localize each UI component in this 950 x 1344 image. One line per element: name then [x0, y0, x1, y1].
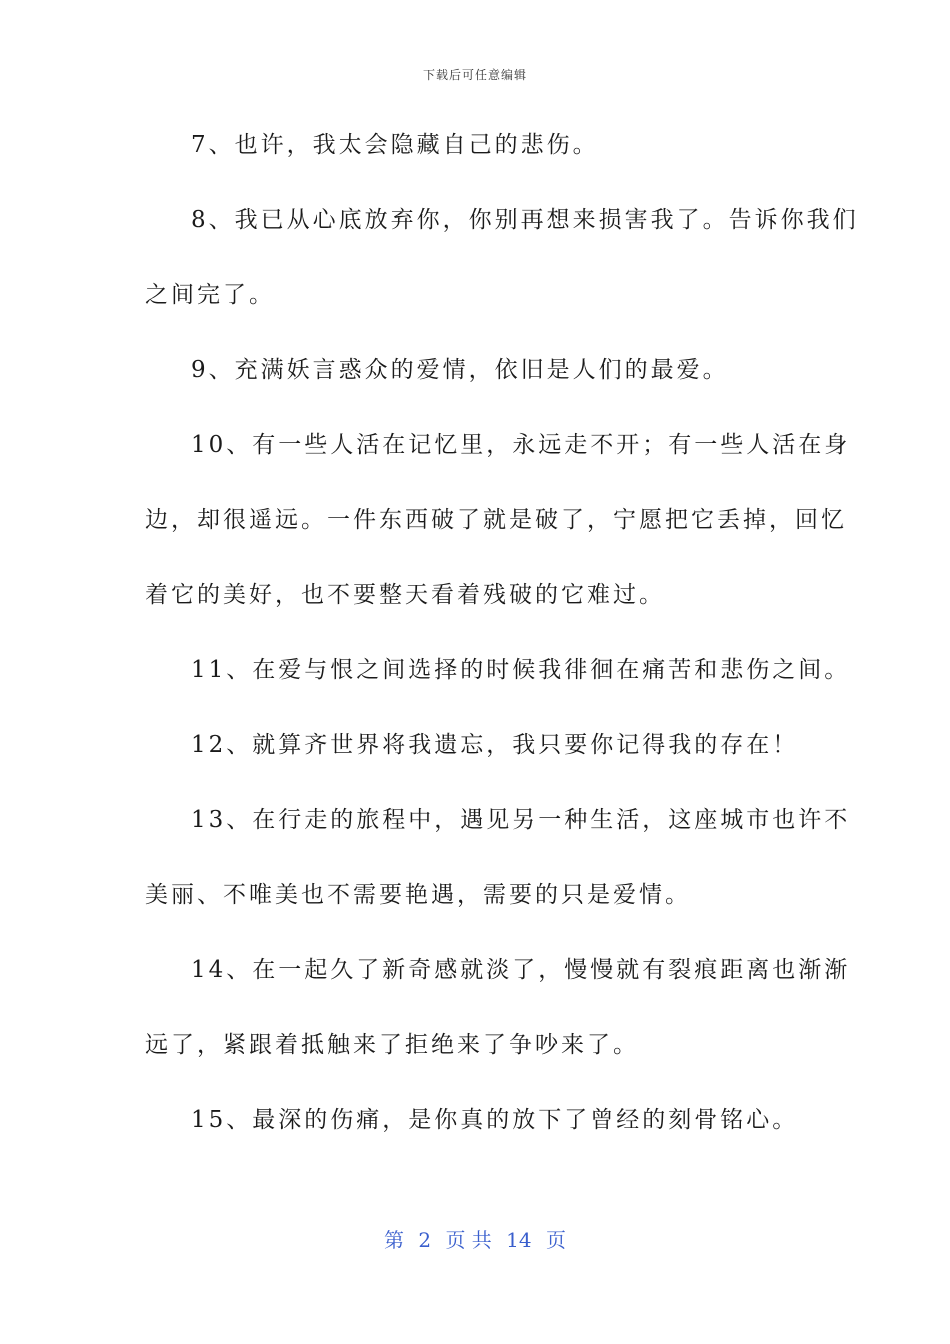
footer-total-pages: 14 — [506, 1228, 532, 1252]
header-note: 下载后可任意编辑 — [422, 68, 527, 82]
footer-current-page: 2 — [418, 1228, 432, 1252]
text-line: 7、也许，我太会隐藏自己的悲伤。 — [191, 132, 599, 158]
text-line: 远了，紧跟着抵触来了拒绝来了争吵来了。 — [145, 1032, 639, 1058]
text-line: 着它的美好，也不要整天看着残破的它难过。 — [145, 582, 665, 608]
text-line: 美丽、不唯美也不需要艳遇，需要的只是爱情。 — [145, 882, 691, 908]
text-line: 10、有一些人活在记忆里，永远走不开；有一些人活在身 — [191, 432, 851, 458]
text-line: 13、在行走的旅程中，遇见另一种生活，这座城市也许不 — [191, 807, 851, 833]
page-footer — [0, 1224, 950, 1253]
footer-label-end: 页 — [545, 1228, 566, 1252]
text-line: 15、最深的伤痛，是你真的放下了曾经的刻骨铭心。 — [191, 1107, 799, 1133]
text-line: 12、就算齐世界将我遗忘，我只要你记得我的存在！ — [191, 732, 799, 758]
text-line: 之间完了。 — [145, 282, 275, 308]
footer-label-page: 第 — [384, 1228, 404, 1252]
text-line: 边，却很遥远。一件东西破了就是破了，宁愿把它丢掉，回忆 — [145, 507, 847, 533]
footer-label-of: 页 共 — [445, 1228, 492, 1252]
document-body — [145, 108, 859, 1158]
text-line: 14、在一起久了新奇感就淡了，慢慢就有裂痕距离也渐渐 — [191, 957, 851, 983]
text-line: 8、我已从心底放弃你，你别再想来损害我了。告诉你我们 — [191, 207, 859, 233]
text-line: 9、充满妖言惑众的爱情，依旧是人们的最爱。 — [191, 357, 729, 383]
text-line: 11、在爱与恨之间选择的时候我徘徊在痛苦和悲伤之间。 — [191, 657, 851, 683]
